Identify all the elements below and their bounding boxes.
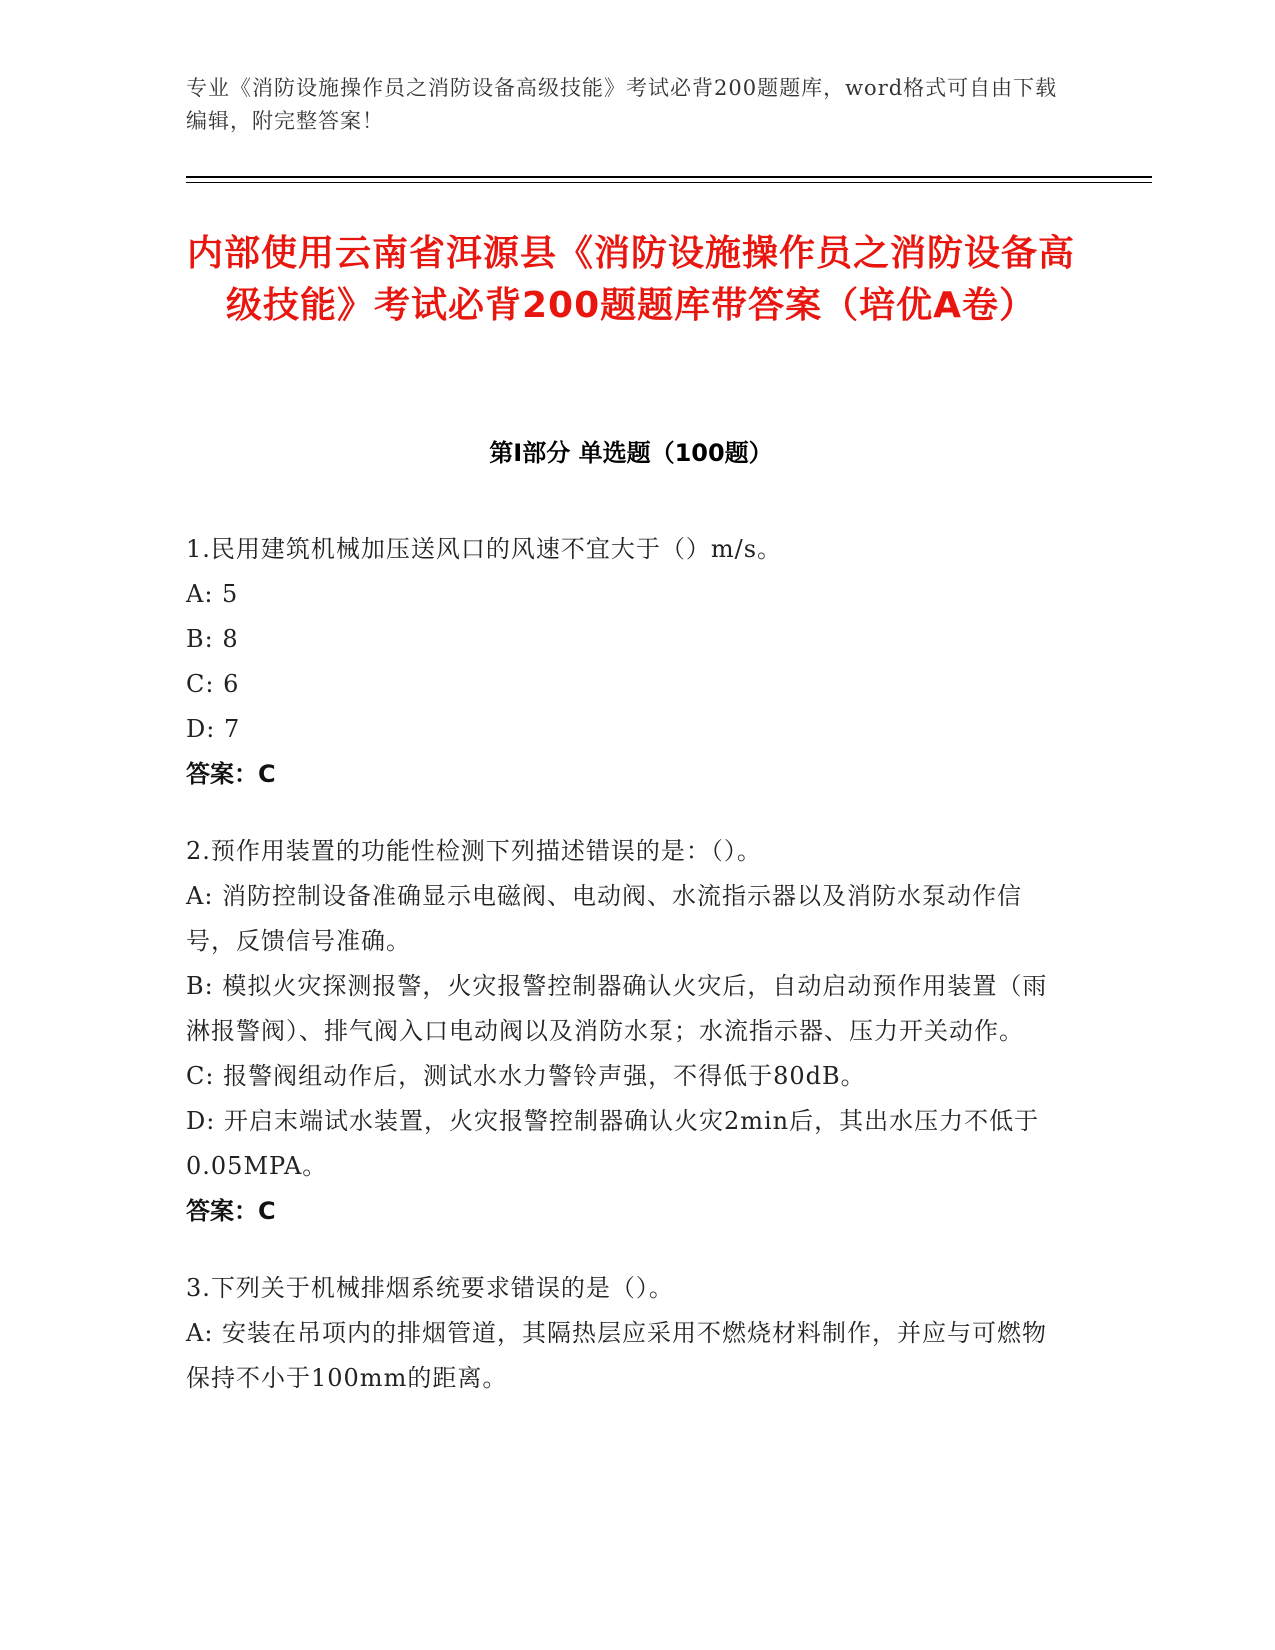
option-c: C: 报警阀组动作后，测试水水力警铃声强，不得低于80dB。 [186,1062,866,1090]
header-rule-thick [186,176,1152,178]
question-stem: 1.民用建筑机械加压送风口的风速不宜大于（）m/s。 [186,535,783,563]
question-2 [186,829,1066,1234]
section-title: 第Ⅰ部分 单选题（100题） [489,439,773,467]
option-a: A: 消防控制设备准确显示电磁阀、电动阀、水流指示器以及消防水泵动作信号，反馈信号准确。 [186,882,1023,955]
document-title: 内部使用云南省洱源县《消防设施操作员之消防设备高级技能》考试必背200题题库带答案（培优A卷） [186,233,1075,326]
question-stem: 2.预作用装置的功能性检测下列描述错误的是：（）。 [186,837,762,865]
option-b: B: 模拟火灾探测报警，火灾报警控制器确认火灾后，自动启动预作用装置（雨淋报警阀）、排气阀入口电动阀以及消防水泵；水流指示器、压力开关动作。 [186,972,1048,1045]
option-d: D: 7 [186,715,241,743]
question-list [186,527,1066,1433]
question-answer: 答案：C [186,760,276,788]
question-answer: 答案：C [186,1197,276,1225]
option-b: B: 8 [186,625,239,653]
question-1 [186,527,1066,797]
option-d: D: 开启末端试水装置，火灾报警控制器确认火灾2min后，其出水压力不低于0.05MPA。 [186,1107,1040,1180]
header-note: 专业《消防设施操作员之消防设备高级技能》考试必背200题题库，word格式可自由下载编辑，附完整答案！ [186,76,1058,133]
question-3 [186,1266,1066,1401]
option-a: A: 5 [186,580,239,608]
header-rule-thin [186,182,1152,183]
option-c: C: 6 [186,670,240,698]
question-stem: 3.下列关于机械排烟系统要求错误的是（）。 [186,1274,674,1302]
option-a: A: 安装在吊项内的排烟管道，其隔热层应采用不燃烧材料制作，并应与可燃物保持不小于100mm的距离。 [186,1319,1048,1392]
